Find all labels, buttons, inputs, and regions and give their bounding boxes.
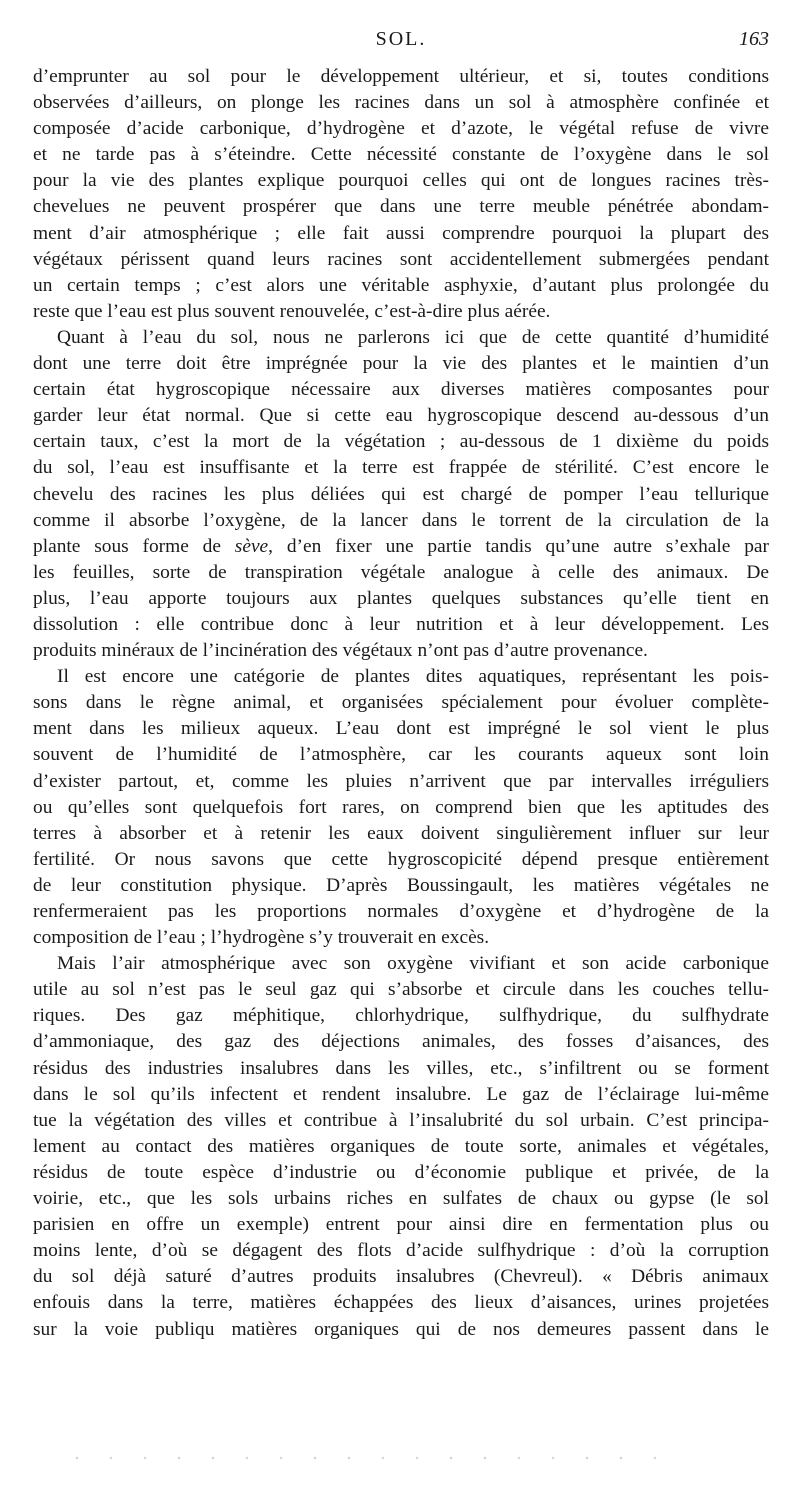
text-line: un certain temps ; c’est alors une véritable asphyxie, d’autant plus prolongée du [33, 274, 769, 296]
text-line: reste que l’eau est plus souvent renouvelée, c’est-à-dire plus aérée. [33, 300, 551, 322]
text-line: résidus des industries insalubres dans les villes, etc., s’infiltrent ou se forment [33, 1057, 769, 1079]
paragraph [33, 64, 769, 325]
text-line: d’emprunter au sol pour le développement ultérieur, et si, toutes conditions [33, 66, 769, 87]
text-line: et ne tarde pas à s’éteindre. Cette nécessité constante de l’oxygène dans le sol [33, 144, 769, 166]
text-line: ou qu’elles sont quelquefois fort rares, on comprend bien que les aptitudes des [33, 796, 769, 818]
text-line: produits minéraux de l’incinération des végétaux n’ont pas d’autre provenance. [33, 640, 648, 662]
text-line: observées d’ailleurs, on plonge les racines dans un sol à atmosphère confinée et [33, 92, 769, 114]
text-line: chevelu des racines les plus déliées qui est chargé de pomper l’eau tellurique [33, 483, 769, 505]
text-line: voirie, etc., que les sols urbains riches en sulfates de chaux ou gypse (le sol [33, 1188, 769, 1210]
text-line: de leur constitution physique. D’après Boussingault, les matières végétales ne [33, 874, 769, 896]
paragraph [33, 325, 769, 664]
page-number: 163 [739, 28, 769, 50]
text-line: sur la voie publiqu matières organiques qui de nos demeures passent dans le [33, 1318, 769, 1340]
text-line: souvent de l’humidité de l’atmosphère, car les courants aqueux sont loin [33, 744, 769, 766]
bleed-through-marks [60, 1455, 680, 1461]
text-line: les feuilles, sorte de transpiration végétale analogue à celle des animaux. De [33, 561, 769, 583]
text-line: terres à absorber et à retenir les eaux doivent singulièrement influer sur leur [33, 822, 769, 844]
text-line: d’exister partout, et, comme les pluies n’arrivent que par intervalles irréguliers [33, 770, 769, 792]
text-line: moins lente, d’où se dégagent des flots d’acide sulfhydrique : d’où la corruption [33, 1240, 769, 1262]
text-line: lement au contact des matières organiques de toute sorte, animales et végétales, [33, 1135, 769, 1157]
text-line: garder leur état normal. Que si cette eau hygroscopique descend au-dessous d’un [33, 405, 769, 427]
text-line: composition de l’eau ; l’hydrogène s’y trouverait en excès. [33, 927, 490, 949]
text-line: Il est encore une catégorie de plantes dites aquatiques, représentant les pois- [57, 666, 769, 688]
text-line: Quant à l’eau du sol, nous ne parlerons ici que de cette quantité d’humidité [57, 326, 769, 348]
text-line: riques. Des gaz méphitique, chlorhydrique, sulfhydrique, du sulfhydrate [33, 1005, 769, 1027]
text-line: végétaux périssent quand leurs racines sont accidentellement submergées pendant [33, 248, 769, 270]
text-line: ment d’air atmosphérique ; elle fait aussi comprendre pourquoi la plupart des [33, 222, 769, 244]
text-line: dissolution : elle contribue donc à leur nutrition et à leur développement. Les [33, 613, 769, 635]
paragraph [33, 664, 769, 951]
text-line: utile au sol n’est pas le seul gaz qui s’absorbe et circule dans les couches tellu- [33, 979, 769, 1001]
text-line: fertilité. Or nous savons que cette hygroscopicité dépend presque entièrement [33, 848, 769, 870]
text-line: dont une terre doit être imprégnée pour la vie des plantes et le maintien d’un [33, 353, 769, 375]
text-line: comme il absorbe l’oxygène, de la lancer dans le torrent de la circulation de la [33, 509, 769, 531]
book-page [33, 28, 769, 1343]
text-line: tue la végétation des villes et contribue à l’insalubrité du sol urbain. C’est principa- [33, 1109, 769, 1131]
paragraph [33, 951, 769, 1342]
text-line: certain état hygroscopique nécessaire aux diverses matières composantes pour [33, 379, 769, 401]
text-line: dans le sol qu’ils infectent et rendent insalubre. Le gaz de l’éclairage lui-même [33, 1083, 769, 1105]
text-line: pour la vie des plantes explique pourquoi celles qui ont de longues racines très- [33, 170, 769, 192]
body-text [33, 64, 769, 1343]
text-line: résidus de toute espèce d’industrie ou d’économie publique et privée, de la [33, 1161, 769, 1183]
text-line: composée d’acide carbonique, d’hydrogène et d’azote, le végétal refuse de vivre [33, 118, 769, 140]
text-line: renfermeraient pas les proportions normales d’oxygène et d’hydrogène de la [33, 901, 769, 922]
text-line: du sol, l’eau est insuffisante et la terre est frappée de stérilité. C’est encore le [33, 457, 769, 479]
text-line: ment dans les milieux aqueux. L’eau dont est imprégné le sol vient le plus [33, 718, 769, 740]
text-line: du sol déjà saturé d’autres produits insalubres (Chevreul). « Débris animaux [33, 1266, 769, 1288]
text-line: plante sous forme de sève, d’en fixer une partie tandis qu’une autre s’exhale par [33, 535, 769, 557]
text-line: certain taux, c’est la mort de la végétation ; au-dessous de 1 dixième du poids [33, 431, 769, 453]
text-line: parisien en offre un exemple) entrent pour ainsi dire en fermentation plus ou [33, 1214, 769, 1236]
running-title: SOL. [375, 28, 427, 50]
text-line: sons dans le règne animal, et organisées spécialement pour évoluer complète- [33, 692, 769, 714]
text-line: chevelues ne peuvent prospérer que dans une terre meuble pénétrée abondam- [33, 196, 769, 218]
text-line: enfouis dans la terre, matières échappées des lieux d’aisances, urines projetées [33, 1292, 769, 1314]
running-head [33, 28, 769, 58]
text-line: d’ammoniaque, des gaz des déjections animales, des fosses d’aisances, des [33, 1031, 769, 1053]
text-line: plus, l’eau apporte toujours aux plantes quelques substances qu’elle tient en [33, 587, 769, 609]
text-line: Mais l’air atmosphérique avec son oxygène vivifiant et son acide carbonique [57, 953, 769, 975]
